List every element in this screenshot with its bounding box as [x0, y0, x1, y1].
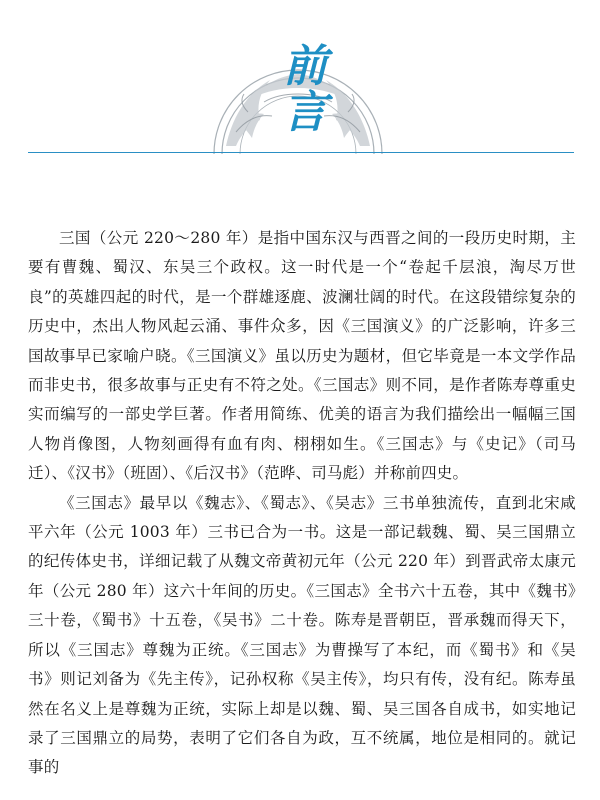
preface-body [28, 224, 576, 783]
header-divider [28, 152, 574, 153]
page-header [0, 0, 600, 160]
title-char-1: 前 [283, 41, 327, 92]
paragraph: 《三国志》最早以《魏志》、《蜀志》、《吴志》三书单独流传，直到北宋咸平六年（公元 1003 年）三书已合为一书。这是一部记载魏、蜀、吴三国鼎立的纪传体史书，详细记载了从魏文帝黄初元年（公元 220 年）到晋武帝太康元年（公元 280 年）这六十年间的历史。《三国志》全书六十五卷，其中《魏书》三十卷，《蜀书》十五卷，《吴书》二十卷。陈寿是晋朝臣，晋承魏而得天下，所以《三国志》尊魏为正统。《三国志》为曹操写了本纪，而《蜀书》和《吴书》则记刘备为《先主传》，记孙权称《吴主传》，均只有传，没有纪。陈寿虽然在名义上是尊魏为正统，实际上却是以魏、蜀、吴三国各自成书，如实地记录了三国鼎立的局势，表明了它们各自为政，互不统属，地位是相同的。就记事的 [28, 493, 576, 777]
title-char-2: 言 [283, 87, 327, 138]
paragraph: 三国（公元 220～280 年）是指中国东汉与西晋之间的一段历史时期，主要有曹魏、蜀汉、东吴三个政权。这一时代是一个“卷起千层浪，淘尽万世良”的英雄四起的时代，是一个群雄逐鹿、波澜壮阔的时代。在这段错综复杂的历史中，杰出人物风起云涌、事件众多，因《三国演义》的广泛影响，许多三国故事早已家喻户晓。《三国演义》虽以历史为题材，但它毕竟是一本文学作品而非史书，很多故事与正史有不符之处。《三国志》则不同，是作者陈寿尊重史实而编写的一部史学巨著。作者用简练、优美的语言为我们描绘出一幅幅三国人物肖像图，人物刻画得有血有肉、栩栩如生。《三国志》与《史记》（司马迁）、《汉书》（班固）、《后汉书》（范晔、司马彪）并称前四史。 [28, 229, 576, 483]
page-title [270, 41, 340, 138]
